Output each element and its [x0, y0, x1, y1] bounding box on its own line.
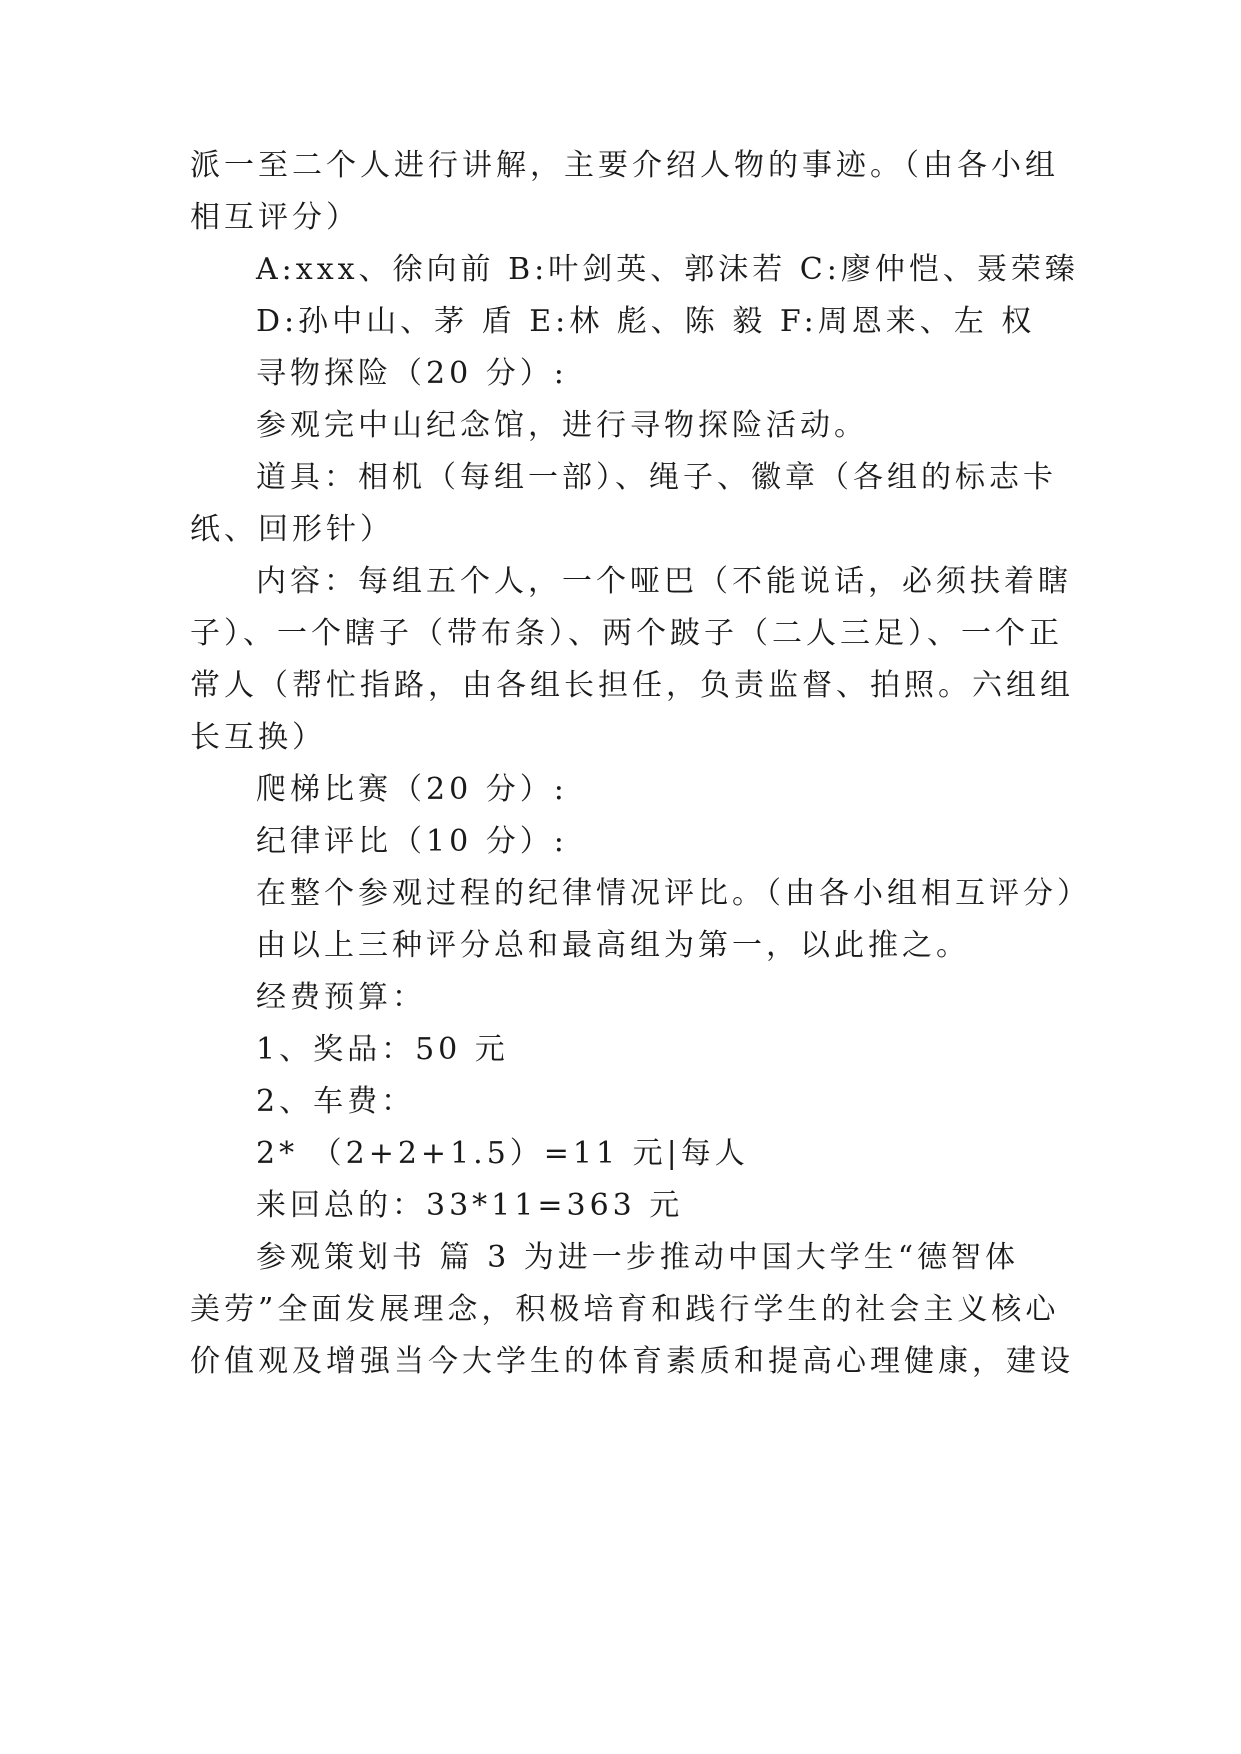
text-line-9: 内容：每组五个人，一个哑巴（不能说话，必须扶着瞎 — [256, 564, 1072, 599]
section-heading-treasure-hunt: 寻物探险（20 分）: — [256, 356, 568, 391]
text-line-7: 道具：相机（每组一部）、绳子、徽章（各组的标志卡 — [256, 460, 1057, 495]
text-line-19: 2、车费： — [256, 1084, 416, 1119]
text-line-15: 在整个参观过程的纪律情况评比。（由各小组相互评分） — [256, 876, 1091, 911]
text-line-10: 子）、一个瞎子（带布条）、两个跛子（二人三足）、一个正 — [190, 616, 1063, 651]
text-line-24: 价值观及增强当今大学生的体育素质和提高心理健康，建设 — [190, 1344, 1074, 1379]
text-line-6: 参观完中山纪念馆，进行寻物探险活动。 — [256, 408, 868, 443]
section-heading-discipline: 纪律评比（10 分）: — [256, 824, 568, 859]
section-heading-ladder-race: 爬梯比赛（20 分）: — [256, 772, 568, 807]
text-line-22: 参观策划书 篇 3 为进一步推动中国大学生“德智体 — [256, 1240, 1020, 1275]
text-line-4: D:孙中山、茅 盾 E:林 彪、陈 毅 F:周恩来、左 权 — [256, 304, 1036, 339]
section-heading-budget: 经费预算： — [256, 980, 426, 1015]
text-line-8: 纸、回形针） — [190, 512, 394, 547]
text-line-1: 派一至二个人进行讲解，主要介绍人物的事迹。（由各小组 — [190, 148, 1059, 183]
text-line-11: 常人（帮忙指路，由各组长担任，负责监督、拍照。六组组 — [190, 668, 1074, 703]
text-line-23: 美劳”全面发展理念，积极培育和践行学生的社会主义核心 — [190, 1292, 1060, 1327]
text-line-2: 相互评分） — [190, 200, 360, 235]
text-line-20: 2* （2+2+1.5）=11 元|每人 — [256, 1136, 749, 1171]
text-line-3: A:xxx、徐向前 B:叶剑英、郭沫若 C:廖仲恺、聂荣臻 — [256, 252, 1079, 287]
text-line-18: 1、奖品：50 元 — [256, 1032, 509, 1067]
text-line-12: 长互换） — [190, 720, 326, 755]
text-line-16: 由以上三种评分总和最高组为第一，以此推之。 — [256, 928, 970, 963]
text-line-21: 来回总的：33*11=363 元 — [256, 1188, 684, 1223]
